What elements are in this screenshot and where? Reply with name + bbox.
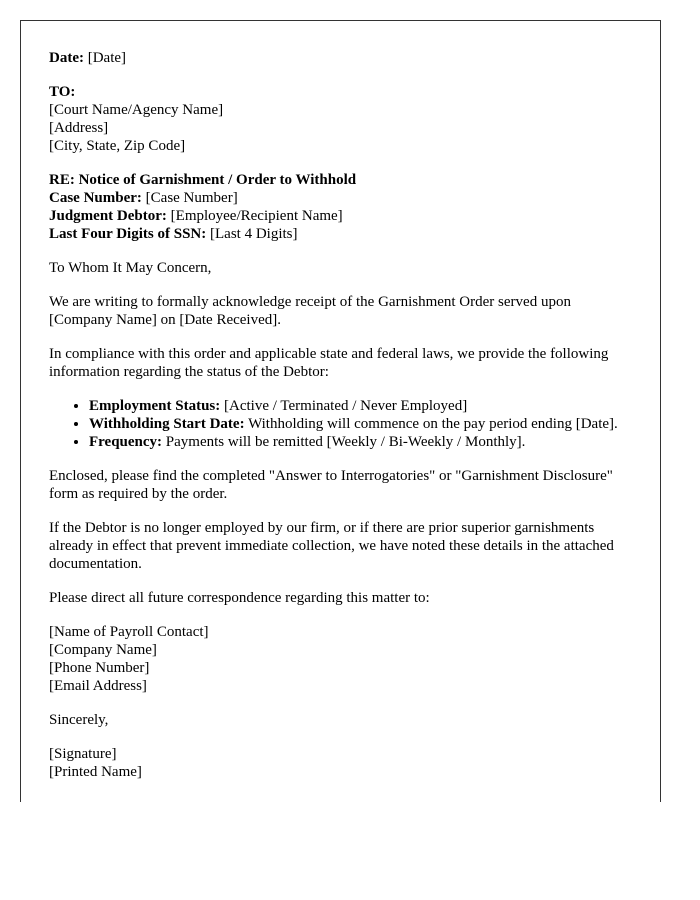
bullet-label: Employment Status: <box>89 398 221 414</box>
compliance-paragraph: In compliance with this order and applicable state and federal laws, we provide the following information regarding the status of the Debtor: <box>49 346 609 380</box>
contact-line: [Company Name] <box>49 642 157 658</box>
acknowledgement-paragraph: We are writing to formally acknowledge receipt of the Garnishment Order served upon [Company Name] on [Date Received]. <box>49 294 571 328</box>
subject-line: RE: Notice of Garnishment / Order to Withhold <box>49 172 357 188</box>
to-label: TO: <box>49 84 76 100</box>
closing: Sincerely, <box>49 712 109 728</box>
bullet-text: Payments will be remitted [Weekly / Bi-Weekly / Monthly]. <box>165 434 526 450</box>
case-number-label: Case Number: <box>49 190 142 206</box>
signature-line: [Signature] <box>49 746 117 762</box>
bullet-label: Frequency: <box>89 434 163 450</box>
printed-name-line: [Printed Name] <box>49 764 142 780</box>
bullet-label: Withholding Start Date: <box>89 416 245 432</box>
list-item <box>89 415 632 433</box>
contact-block <box>49 623 632 695</box>
list-item <box>89 397 632 415</box>
enclosure-paragraph: Enclosed, please find the completed "Answer to Interrogatories" or "Garnishment Disclosure" form as required by the order. <box>49 468 613 502</box>
ssn-value: [Last 4 Digits] <box>210 226 298 242</box>
bullet-text: [Active / Terminated / Never Employed] <box>224 398 468 414</box>
reference-block <box>49 171 632 243</box>
list-item <box>89 433 632 451</box>
status-list <box>49 397 632 451</box>
letter-page <box>20 20 661 802</box>
judgment-debtor-line <box>49 207 632 225</box>
case-number-line <box>49 189 632 207</box>
salutation: To Whom It May Concern, <box>49 260 212 276</box>
date-line <box>49 49 632 67</box>
ssn-line <box>49 225 632 243</box>
contact-line: [Email Address] <box>49 678 147 694</box>
recipient-block <box>49 83 632 155</box>
signature-block <box>49 745 632 781</box>
recipient-line: [Address] <box>49 120 109 136</box>
judgment-debtor-value: [Employee/Recipient Name] <box>170 208 343 224</box>
bullet-text: Withholding will commence on the pay period ending [Date]. <box>248 416 618 432</box>
contact-line: [Name of Payroll Contact] <box>49 624 209 640</box>
recipient-line: [Court Name/Agency Name] <box>49 102 224 118</box>
recipient-line: [City, State, Zip Code] <box>49 138 186 154</box>
judgment-debtor-label: Judgment Debtor: <box>49 208 167 224</box>
ssn-label: Last Four Digits of SSN: <box>49 226 207 242</box>
correspondence-paragraph: Please direct all future correspondence regarding this matter to: <box>49 590 430 606</box>
date-value: [Date] <box>87 50 127 66</box>
date-label: Date: <box>49 50 84 66</box>
case-number-value: [Case Number] <box>145 190 238 206</box>
employment-note-paragraph: If the Debtor is no longer employed by our firm, or if there are prior superior garnishments already in effect that prevent immediate collection, we have noted these details in the attached documentation. <box>49 520 614 572</box>
contact-line: [Phone Number] <box>49 660 150 676</box>
